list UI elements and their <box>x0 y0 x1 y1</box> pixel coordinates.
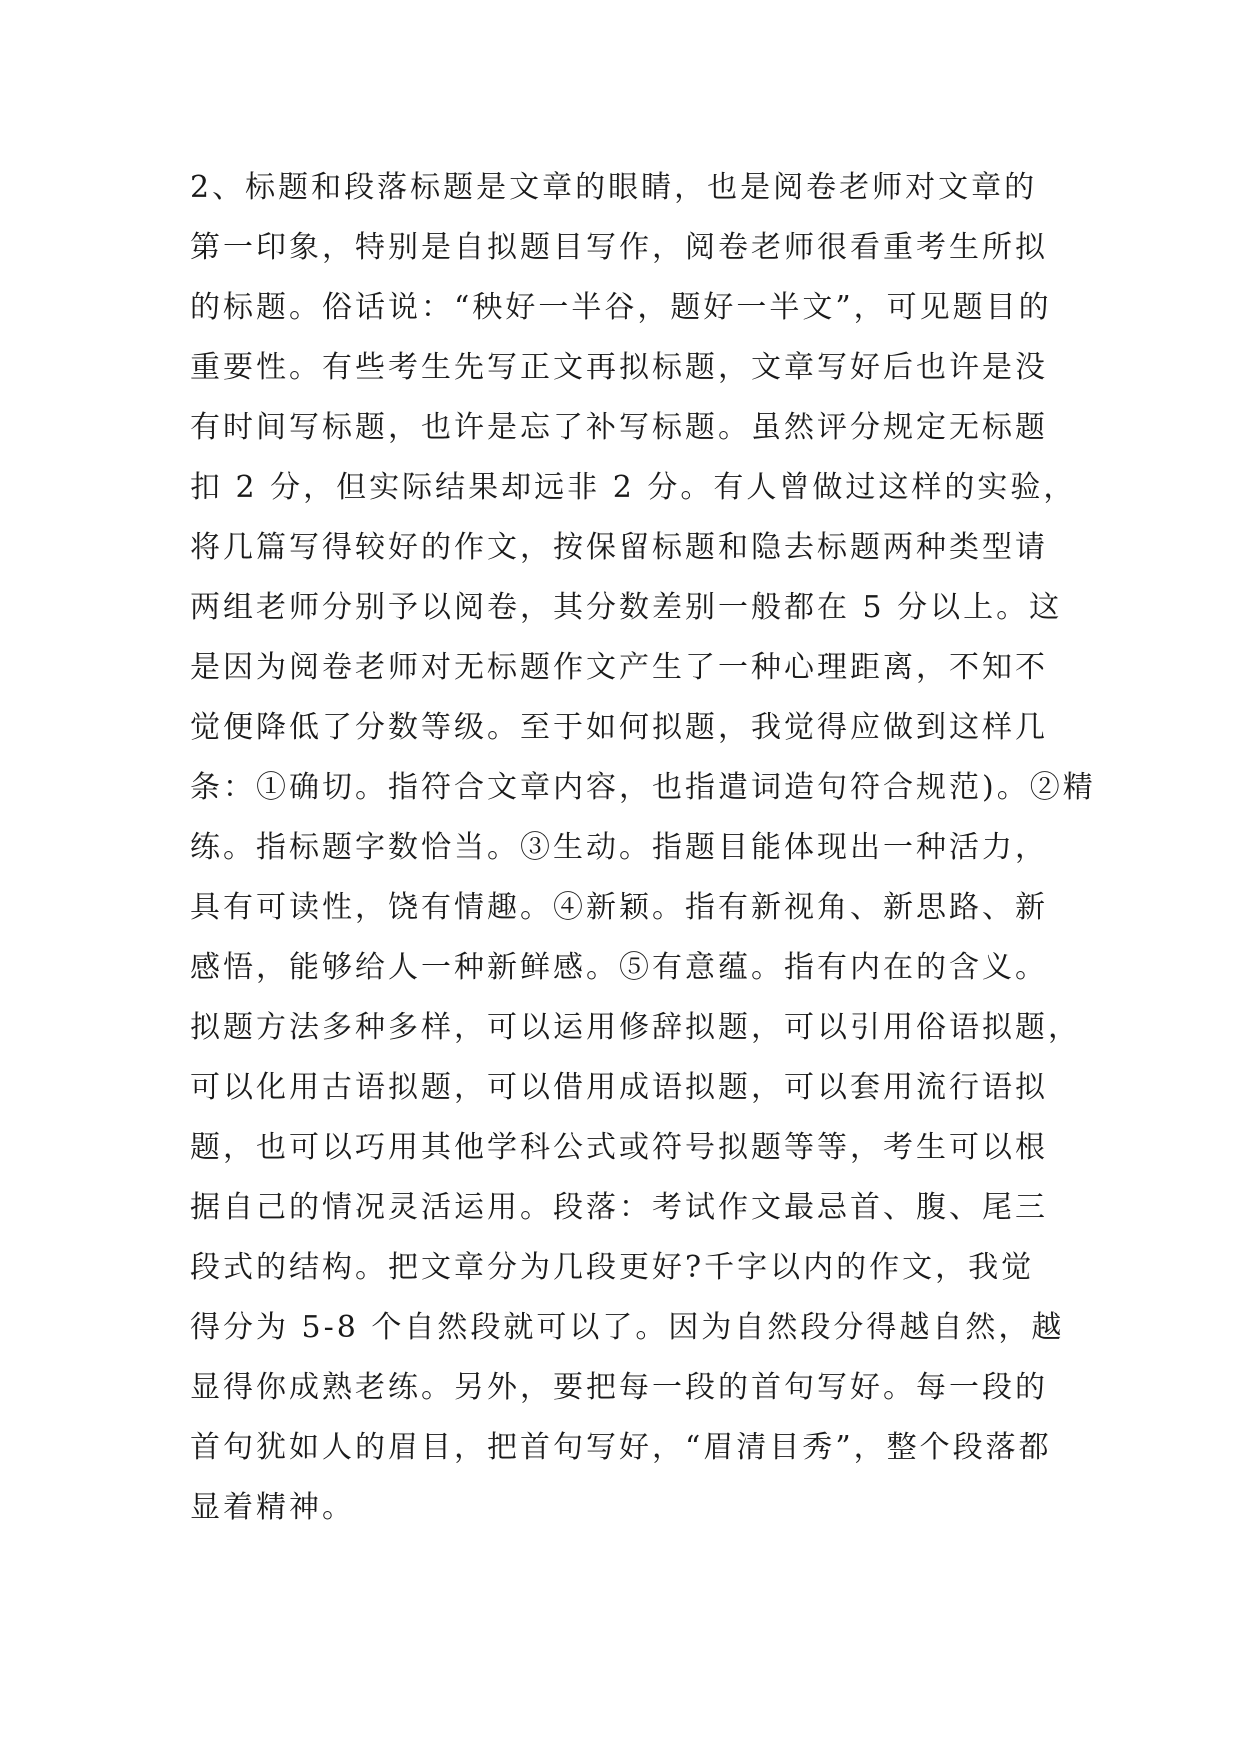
text-line: 段式的结构。把文章分为几段更好?千字以内的作文，我觉 <box>190 1250 1035 1285</box>
document-body <box>190 158 1096 1538</box>
text-line: 重要性。有些考生先写正文再拟标题，文章写好后也许是没 <box>190 350 1048 385</box>
text-line: 有时间写标题，也许是忘了补写标题。虽然评分规定无标题 <box>190 410 1048 445</box>
text-line: 2、标题和段落标题是文章的眼睛，也是阅卷老师对文章的 <box>190 170 1038 205</box>
text-line: 拟题方法多种多样，可以运用修辞拟题，可以引用俗语拟题， <box>190 1010 1081 1045</box>
text-line: 两组老师分别予以阅卷，其分数差别一般都在 5 分以上。这 <box>190 590 1063 625</box>
text-line: 显着精神。 <box>190 1490 355 1525</box>
text-line: 条：①确切。指符合文章内容，也指遣词造句符合规范)。②精 <box>190 770 1096 805</box>
text-line: 可以化用古语拟题，可以借用成语拟题，可以套用流行语拟 <box>190 1070 1048 1105</box>
text-line: 显得你成熟老练。另外，要把每一段的首句写好。每一段的 <box>190 1370 1048 1405</box>
text-line: 题，也可以巧用其他学科公式或符号拟题等等，考生可以根 <box>190 1130 1048 1165</box>
text-line: 是因为阅卷老师对无标题作文产生了一种心理距离，不知不 <box>190 650 1048 685</box>
text-line: 练。指标题字数恰当。③生动。指题目能体现出一种活力， <box>190 830 1048 865</box>
text-line: 感悟，能够给人一种新鲜感。⑤有意蕴。指有内在的含义。 <box>190 950 1048 985</box>
text-line: 据自己的情况灵活运用。段落：考试作文最忌首、腹、尾三 <box>190 1190 1048 1225</box>
text-line: 首句犹如人的眉目，把首句写好，“眉清目秀”，整个段落都 <box>190 1430 1052 1465</box>
text-line: 将几篇写得较好的作文，按保留标题和隐去标题两种类型请 <box>190 530 1048 565</box>
text-line: 觉便降低了分数等级。至于如何拟题，我觉得应做到这样几 <box>190 710 1048 745</box>
text-line: 第一印象，特别是自拟题目写作，阅卷老师很看重考生所拟 <box>190 230 1048 265</box>
text-line: 得分为 5-8 个自然段就可以了。因为自然段分得越自然，越 <box>190 1310 1065 1345</box>
text-line: 的标题。俗话说：“秧好一半谷，题好一半文”，可见题目的 <box>190 290 1052 325</box>
text-line: 具有可读性，饶有情趣。④新颖。指有新视角、新思路、新 <box>190 890 1048 925</box>
text-line: 扣 2 分，但实际结果却远非 2 分。有人曾做过这样的实验， <box>190 470 1077 505</box>
